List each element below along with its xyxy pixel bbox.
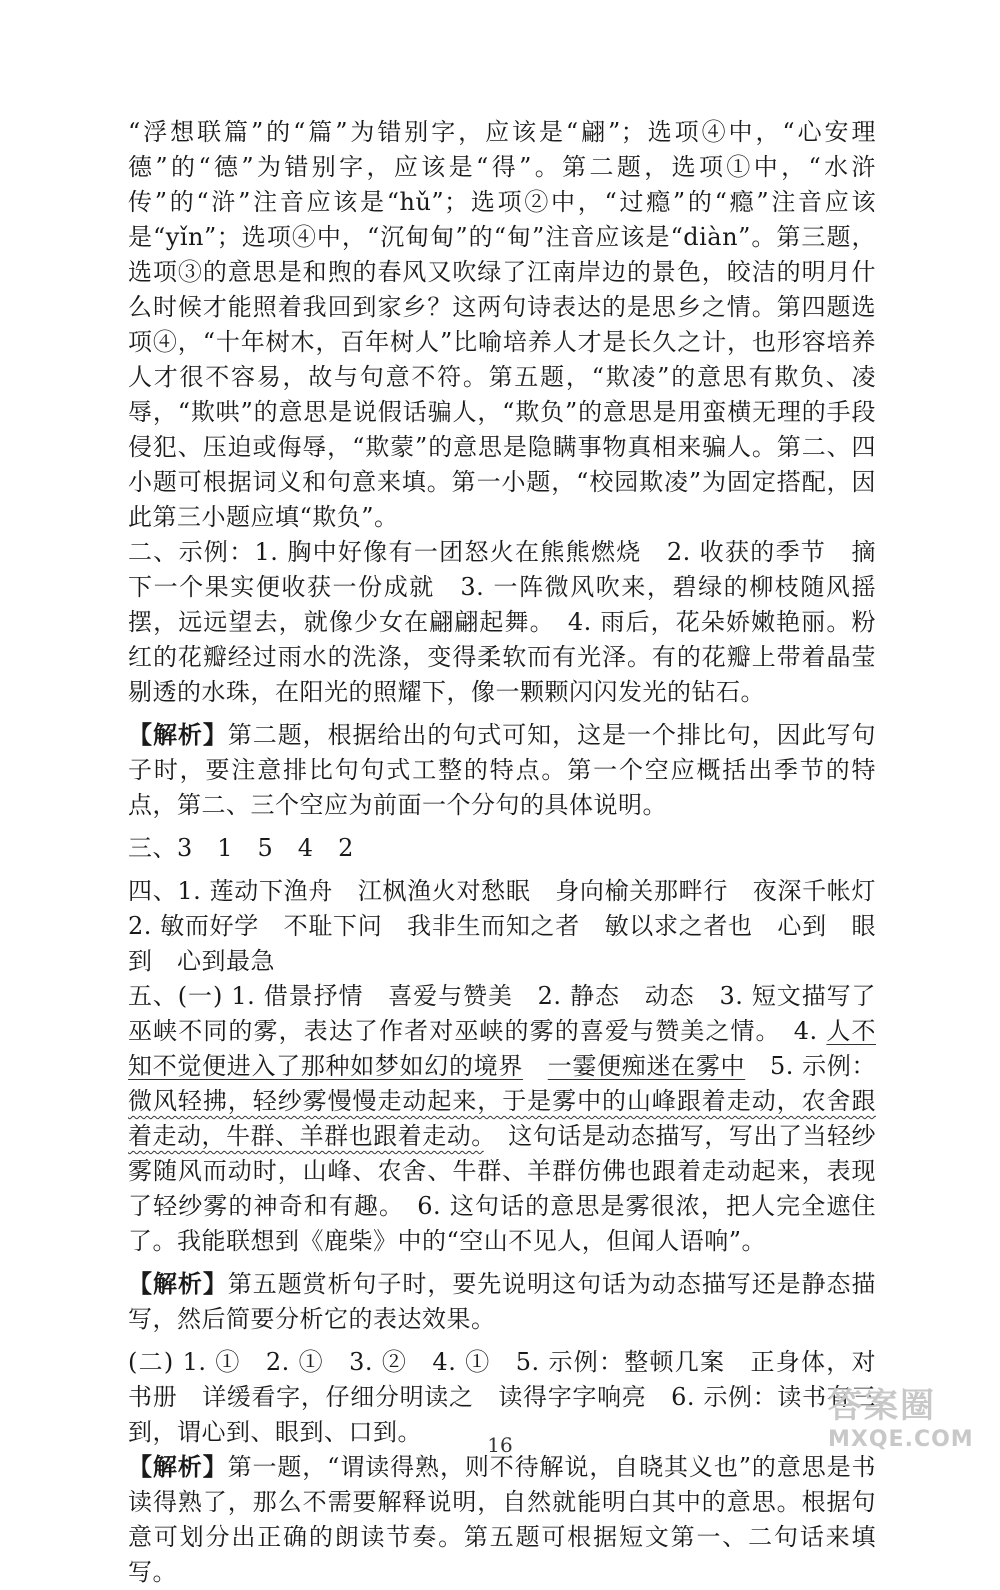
answer-5-before: 五、(一) 1. 借景抒情 喜爱与赞美 2. 静态 动态 3. 短文描写了巫峡不同的雾，表达了作者对巫峡的雾的喜爱与赞美之情。 4.: [128, 982, 876, 1045]
underlined-answer-1: 人不知不觉便进入了那种如梦如幻的境界: [128, 1017, 877, 1080]
analysis-text: 第二题，根据给出的句式可知，这是一个排比句，因此写句子时，要注意排比句句式工整的特点。第一个空应概括出季节的特点，第二、三个空应为前面一个分句的具体说明。: [128, 721, 877, 819]
analysis-section-2: [128, 718, 876, 823]
answer-5-mid: [523, 1052, 548, 1080]
analysis-section-5: [128, 1267, 876, 1337]
analysis-text: 第一题，“谓读得熟，则不待解说，自晓其义也”的意思是书读得熟了，那么不需要解释说明，自然就能明白其中的意思。根据句意可划分出正确的朗读节奏。第五题可根据短文第一、二句话来填写。: [128, 1453, 876, 1586]
site-watermark: [828, 1378, 988, 1458]
page-number: 16: [487, 1433, 513, 1457]
watermark-url: MXQE.COM: [828, 1427, 974, 1452]
answer-section-2: 二、示例：1. 胸中好像有一团怒火在熊熊燃烧 2. 收获的季节 摘下一个果实便收获一份成就 3. 一阵微风吹来，碧绿的柳枝随风摇摆，远远望去，就像少女在翩翩起舞。 4. 雨后，花朵娇嫩艳丽。粉红的花瓣经过雨水的洗涤，变得柔软而有光泽。有的花瓣上带着晶莹剔透的水珠，在阳光的照耀下，像一颗颗闪闪发光的钻石。: [128, 538, 876, 706]
answer-5-mid2: 5. 示例：: [745, 1052, 877, 1080]
underlined-answer-2: 一霎便痴迷在雾中: [547, 1052, 746, 1080]
answer-5-after: 这句话是动态描写，写出了当轻纱雾随风而动时，山峰、农舍、牛群、羊群仿佛也跟着走动起来，表现了轻纱雾的神奇和有趣。 6. 这句话的意思是雾很浓，把人完全遮住了。我能联想到《鹿柴》中的“空山不见人，但闻人语响”。: [128, 1122, 876, 1255]
analysis-tag: 【解析】: [128, 721, 228, 749]
wavy-underlined-sentence: 微风轻拂，轻纱雾慢慢走动起来，于是雾中的山峰跟着走动，农舍跟着走动，牛群、羊群也跟着走动。: [128, 1087, 876, 1150]
explanation-paragraph-1: “浮想联篇”的“篇”为错别字，应该是“翩”；选项④中，“心安理德”的“德”为错别字，应该是“得”。第二题，选项①中，“水浒传”的“浒”注音应该是“hǔ”；选项②中，“过瘾”的“瘾”注音应该是“yǐn”；选项④中，“沉甸甸”的“甸”注音应该是“diàn”。第三题，选项③的意思是和煦的春风又吹绿了江南岸边的景色，皎洁的明月什么时候才能照着我回到家乡？这两句诗表达的是思乡之情。第四题选项④，“十年树木，百年树人”比喻培养人才是长久之计，也形容培养人才很不容易，故与句意不符。第五题，“欺凌”的意思有欺负、凌辱，“欺哄”的意思是说假话骗人，“欺负”的意思是用蛮横无理的手段侵犯、压迫或侮辱，“欺蒙”的意思是隐瞒事物真相来骗人。第二、四小题可根据词义和句意来填。第一小题，“校园欺凌”为固定搭配，因此第三小题应填“欺负”。: [128, 118, 876, 531]
watermark-logo: 答案圈: [828, 1386, 936, 1426]
answer-section-5-part-1: [128, 979, 876, 1259]
analysis-text: 第五题赏析句子时，要先说明这句话为动态描写还是静态描写，然后简要分析它的表达效果。: [128, 1270, 877, 1333]
answer-section-4: 四、1. 莲动下渔舟 江枫渔火对愁眠 身向榆关那畔行 夜深千帐灯 2. 敏而好学 不耻下问 我非生而知之者 敏以求之者也 心到 眼到 心到最急: [128, 877, 901, 975]
analysis-section-5-part-2: [128, 1450, 876, 1590]
analysis-tag: 【解析】: [128, 1270, 228, 1298]
answer-section-5-part-2: (二) 1. ① 2. ① 3. ② 4. ① 5. 示例：整顿几案 正身体，对书册 详缓看字，仔细分明读之 读得字字响亮 6. 示例：读书有三到，谓心到、眼到、口到。: [128, 1348, 876, 1446]
answer-section-3: 三、3 1 5 4 2: [128, 834, 354, 862]
analysis-tag: 【解析】: [128, 1453, 228, 1481]
